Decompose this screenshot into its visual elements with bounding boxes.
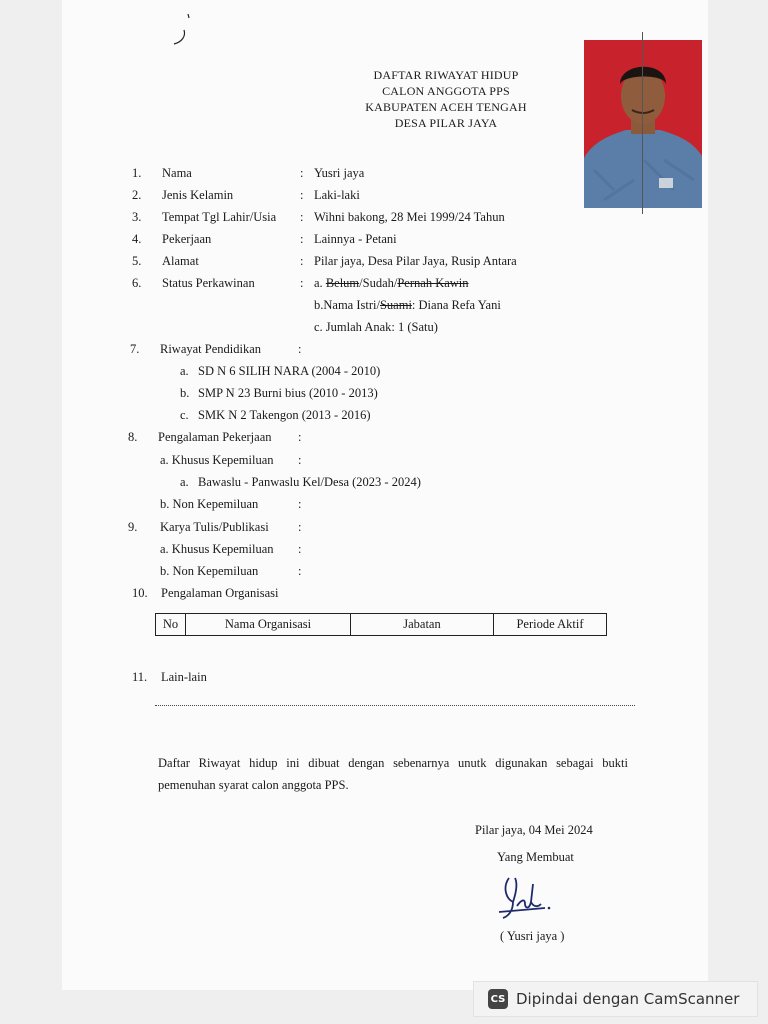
list-item-letter: c. [180, 408, 189, 422]
row-number: 8. [128, 430, 138, 444]
colon: : [298, 542, 302, 556]
statement-paragraph: Daftar Riwayat hidup ini dibuat dengan sebenarnya unutk digunakan sebagai bukti pemenuhan syarat calon anggota PPS. [158, 756, 628, 792]
colon: : [300, 166, 304, 180]
profile-photo [584, 40, 702, 208]
row-number: 5. [132, 254, 142, 268]
colon: : [298, 564, 302, 578]
table-header-cell: No [156, 614, 186, 635]
table-header-cell: Jabatan [351, 614, 494, 635]
field-label-gender: Jenis Kelamin [162, 188, 234, 202]
row-number: 9. [128, 520, 138, 534]
row-number: 11. [132, 670, 148, 684]
colon: : [300, 210, 304, 224]
title-line-2: CALON ANGGOTA PPS [382, 84, 510, 98]
photo-edge-line [642, 32, 643, 214]
colon: : [300, 254, 304, 268]
title-line-4: DESA PILAR JAYA [394, 116, 498, 130]
field-value-gender: Laki-laki [314, 188, 360, 202]
row-number: 6. [132, 276, 142, 290]
signer-role: Yang Membuat [497, 850, 574, 864]
row-number: 2. [132, 188, 142, 202]
table-header-cell: Nama Organisasi [186, 614, 351, 635]
education-item: SMK N 2 Takengon (2013 - 2016) [198, 408, 371, 422]
title-line-1: DAFTAR RIWAYAT HIDUP [373, 68, 519, 82]
list-item-letter: b. [180, 386, 190, 400]
field-label-job: Pekerjaan [162, 232, 212, 246]
row-number: 4. [132, 232, 142, 246]
children-count: c. Jumlah Anak: 1 (Satu) [314, 320, 438, 334]
dotted-line [155, 705, 635, 706]
field-label-address: Alamat [162, 254, 199, 268]
section-label-organization: Pengalaman Organisasi [161, 586, 279, 600]
colon: : [298, 497, 302, 511]
signer-name: ( Yusri jaya ) [500, 929, 565, 943]
work-item: Bawaslu - Panwaslu Kel/Desa (2023 - 2024) [198, 475, 421, 489]
field-label-birth: Tempat Tgl Lahir/Usia [162, 210, 277, 224]
section-label-writing: Karya Tulis/Publikasi [160, 520, 269, 534]
colon: : [298, 520, 302, 534]
signature [495, 872, 555, 922]
colon: : [300, 276, 304, 290]
field-label-name: Nama [162, 166, 192, 180]
writing-sub-b: b. Non Kepemiluan [160, 564, 259, 578]
place-date: Pilar jaya, 04 Mei 2024 [475, 823, 593, 837]
field-value-name: Yusri jaya [314, 166, 365, 180]
camscanner-text: Dipindai dengan CamScanner [516, 990, 740, 1008]
section-label-other: Lain-lain [161, 670, 207, 684]
colon: : [300, 188, 304, 202]
writing-sub-a: a. Khusus Kepemiluan [160, 542, 274, 556]
row-number: 7. [130, 342, 140, 356]
education-item: SD N 6 SILIH NARA (2004 - 2010) [198, 364, 381, 378]
marital-status-options: a. Belum/Sudah/Pernah Kawin [314, 276, 469, 290]
list-item-letter: a. [180, 364, 189, 378]
row-number: 1. [132, 166, 142, 180]
section-label-work: Pengalaman Pekerjaan [158, 430, 272, 444]
colon: : [298, 453, 302, 467]
list-item-letter: a. [180, 475, 189, 489]
spouse-name: b.Nama Istri/Suami: Diana Refa Yani [314, 298, 501, 312]
colon: : [298, 430, 302, 444]
colon: : [298, 342, 302, 356]
work-sub-b: b. Non Kepemiluan [160, 497, 259, 511]
field-value-birth: Wihni bakong, 28 Mei 1999/24 Tahun [314, 210, 505, 224]
table-header-cell: Periode Aktif [516, 617, 584, 631]
camscanner-logo-icon: CS [488, 989, 508, 1009]
organization-table [155, 613, 607, 636]
document-page [62, 0, 708, 990]
field-value-job: Lainnya - Petani [314, 232, 397, 246]
field-label-marital: Status Perkawinan [162, 276, 255, 290]
section-label-education: Riwayat Pendidikan [160, 342, 262, 356]
work-sub-a: a. Khusus Kepemiluan [160, 453, 274, 467]
row-number: 3. [132, 210, 142, 224]
camscanner-watermark [473, 981, 758, 1017]
education-item: SMP N 23 Burni bius (2010 - 2013) [198, 386, 378, 400]
field-value-address: Pilar jaya, Desa Pilar Jaya, Rusip Antara [314, 254, 517, 268]
colon: : [300, 232, 304, 246]
title-line-3: KABUPATEN ACEH TENGAH [365, 100, 527, 114]
pen-mark [164, 12, 194, 48]
row-number: 10. [132, 586, 148, 600]
